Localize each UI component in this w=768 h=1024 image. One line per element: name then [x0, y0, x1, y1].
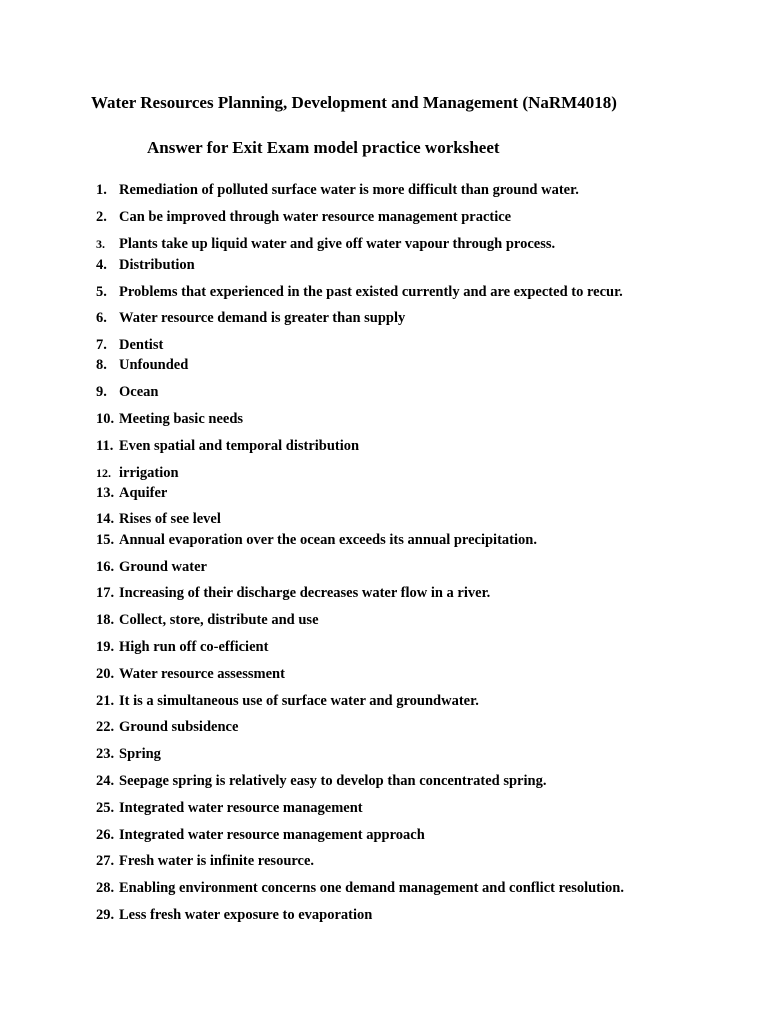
answer-text: Ground water: [119, 559, 207, 575]
answer-text: Problems that experienced in the past existed currently and are expected to recur.: [119, 284, 623, 300]
answer-text: irrigation: [119, 465, 179, 481]
answer-number: 29.: [96, 907, 115, 923]
answer-text: Ocean: [119, 384, 159, 400]
answer-text: Spring: [119, 746, 161, 762]
answer-text: Unfounded: [119, 357, 189, 373]
answer-number: 2.: [96, 209, 107, 225]
answer-number: 24.: [96, 773, 115, 789]
answer-text: Water resource demand is greater than supply: [119, 310, 406, 326]
answer-text: Water resource assessment: [119, 666, 285, 682]
answer-number: 4.: [96, 257, 107, 273]
document-subtitle: Answer for Exit Exam model practice worksheet: [147, 138, 500, 157]
answer-text: Even spatial and temporal distribution: [119, 438, 360, 454]
answer-number: 19.: [96, 639, 115, 655]
answer-text: Aquifer: [119, 485, 168, 501]
answer-number: 10.: [96, 411, 115, 427]
answer-number: 21.: [96, 693, 115, 709]
answer-text: Collect, store, distribute and use: [119, 612, 319, 628]
answer-number: 17.: [96, 585, 115, 601]
answer-number: 28.: [96, 880, 115, 896]
answer-text: Meeting basic needs: [119, 411, 244, 427]
answer-number: 26.: [96, 827, 115, 843]
answer-number: 20.: [96, 666, 115, 682]
answer-text: Remediation of polluted surface water is more difficult than ground water.: [119, 182, 579, 198]
answer-text: Seepage spring is relatively easy to develop than concentrated spring.: [119, 773, 547, 789]
answer-text: Annual evaporation over the ocean exceeds its annual precipitation.: [119, 532, 537, 548]
answer-number: 9.: [96, 384, 107, 400]
answer-number: 7.: [96, 337, 107, 353]
answer-text: Ground subsidence: [119, 719, 239, 735]
answer-number: 6.: [96, 310, 107, 326]
answer-number: 13.: [96, 485, 115, 501]
answer-text: Distribution: [119, 257, 195, 273]
answer-text: Enabling environment concerns one demand management and conflict resolution.: [119, 880, 624, 896]
answer-number: 16.: [96, 559, 115, 575]
answer-text: Increasing of their discharge decreases water flow in a river.: [119, 585, 491, 601]
answer-text: Less fresh water exposure to evaporation: [119, 907, 373, 923]
answer-text: Integrated water resource management: [119, 800, 363, 816]
answer-text: High run off co-efficient: [119, 639, 269, 655]
answer-number: 15.: [96, 532, 115, 548]
answer-number: 22.: [96, 719, 115, 735]
answer-text: Plants take up liquid water and give off water vapour through process.: [119, 236, 556, 252]
answer-number: 1.: [96, 182, 107, 198]
answer-number: 18.: [96, 612, 115, 628]
answer-text: Rises of see level: [119, 511, 221, 527]
answer-number: 27.: [96, 853, 115, 869]
answer-number: 14.: [96, 511, 115, 527]
answer-number: 11.: [96, 438, 114, 454]
answer-number: 23.: [96, 746, 115, 762]
answer-number: 25.: [96, 800, 115, 816]
answer-number: 3.: [96, 237, 105, 251]
answer-text: Integrated water resource management approach: [119, 827, 425, 843]
answer-text: It is a simultaneous use of surface water and groundwater.: [119, 693, 479, 709]
answer-text: Dentist: [119, 337, 164, 353]
answer-number: 12.: [96, 466, 111, 480]
document-title: Water Resources Planning, Development and Management (NaRM4018): [91, 93, 617, 112]
answer-number: 5.: [96, 284, 107, 300]
answer-text: Can be improved through water resource management practice: [119, 209, 512, 225]
answer-number: 8.: [96, 357, 107, 373]
answer-text: Fresh water is infinite resource.: [119, 853, 315, 869]
